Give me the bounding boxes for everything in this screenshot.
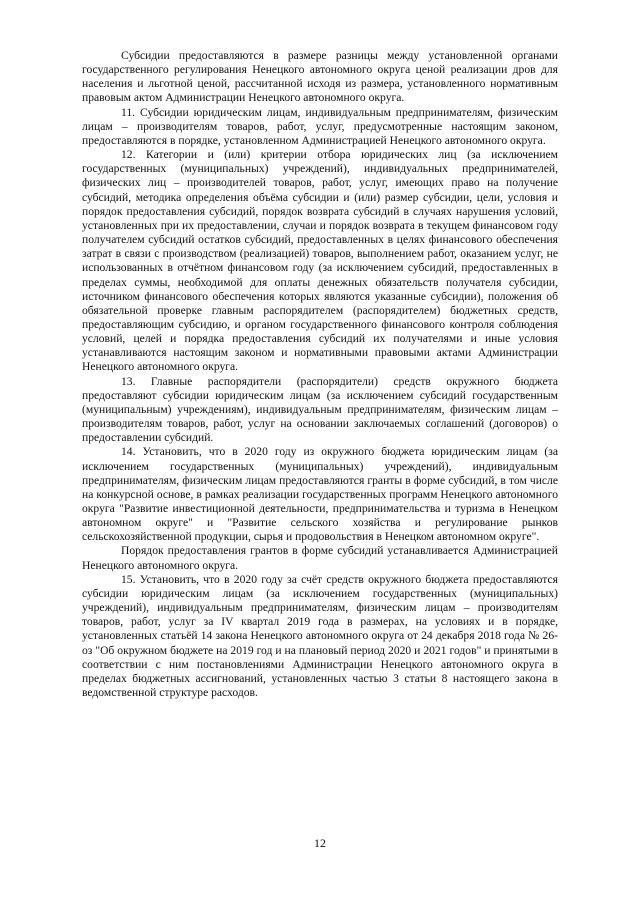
paragraph-item-12: 12. Категории и (или) критерии отбора юридических лиц (за исключением государственных (муниципальных) учреждений), индивидуальных предпринимателей, физических лиц – производителей товаров, работ, услуг, имеющих право на получение субсидий, методика определения объёма субсидии и (или) размер субсидии, цели, условия и порядок предоставления субсидий, порядок возврата субсидий в случаях нарушения условий, установленных при их предоставлении, случаи и порядок возврата в текущем финансовом году получателем субсидий остатков субсидий, предоставленных в целях финансового обеспечения затрат в связи с производством (реализацией) товаров, выполнением работ, оказанием услуг, не использованных в отчётном финансовом году (за исключением субсидий, предоставленных в пределах суммы, необходимой для оплаты денежных обязательств получателя субсидии, источником финансового обеспечения которых являются указанные субсидии), положения об обязательной проверке главным распорядителем (распорядителем) бюджетных средств, предоставляющим субсидию, и органом государственного финансового контроля соблюдения условий, целей и порядка предоставления субсидий их получателями и иные условия устанавливаются настоящим законом и нормативными правовыми актами Администрации Ненецкого автономного округа. <box>82 148 558 374</box>
paragraph-grant-procedure: Порядок предоставления грантов в форме субсидий устанавливается Администрацией Ненецкого автономного округа. <box>82 544 558 572</box>
paragraph-item-14: 14. Установить, что в 2020 году из окружного бюджета юридическим лицам (за исключением государственных (муниципальных) учреждений), индивидуальным предпринимателям, физическим лицам предоставляются гранты в форме субсидий, в том числе на конкурсной основе, в рамках реализации государственных программ Ненецкого автономного округа "Развитие инвестиционной деятельности, предпринимательства и туризма в Ненецком автономном округе" и "Развитие сельского хозяйства и регулирование рынков сельскохозяйственной продукции, сырья и продовольствия в Ненецком автономном округе". <box>82 445 558 544</box>
document-page <box>82 49 558 700</box>
paragraph-item-11: 11. Субсидии юридическим лицам, индивидуальным предпринимателям, физическим лицам – производителям товаров, работ, услуг, предусмотренные настоящим законом, предоставляются в порядке, установленном Администрацией Ненецкого автономного округа. <box>82 105 558 147</box>
paragraph-item-13: 13. Главные распорядители (распорядители) средств окружного бюджета предоставляют субсидии юридическим лицам (за исключением субсидий государственным (муниципальным) учреждениям), индивидуальным предпринимателям, физическим лицам – производителям товаров, работ, услуг на основании заключаемых соглашений (договоров) о предоставлении субсидий. <box>82 374 558 445</box>
paragraph-subsidy-size: Субсидии предоставляются в размере разницы между установленной органами государственного регулирования Ненецкого автономного округа ценой реализации дров для населения и льготной ценой, рассчитанной исходя из размера, установленного нормативным правовым актом Администрации Ненецкого автономного округа. <box>82 49 558 105</box>
paragraph-item-15: 15. Установить, что в 2020 году за счёт средств окружного бюджета предоставляются субсидии юридическим лицам (за исключением государственных (муниципальных) учреждений), индивидуальным предпринимателям, физическим лицам – производителям товаров, работ, услуг за IV квартал 2019 года в размерах, на условиях и в порядке, установленных статьёй 14 закона Ненецкого автономного округа от 24 декабря 2018 года № 26-оз "Об окружном бюджете на 2019 год и на плановый период 2020 и 2021 годов" и принятыми в соответствии с ним постановлениями Администрации Ненецкого автономного округа в пределах бюджетных ассигнований, установленных частью 3 статьи 8 настоящего закона в ведомственной структуре расходов. <box>82 572 558 700</box>
page-number: 12 <box>314 836 326 850</box>
